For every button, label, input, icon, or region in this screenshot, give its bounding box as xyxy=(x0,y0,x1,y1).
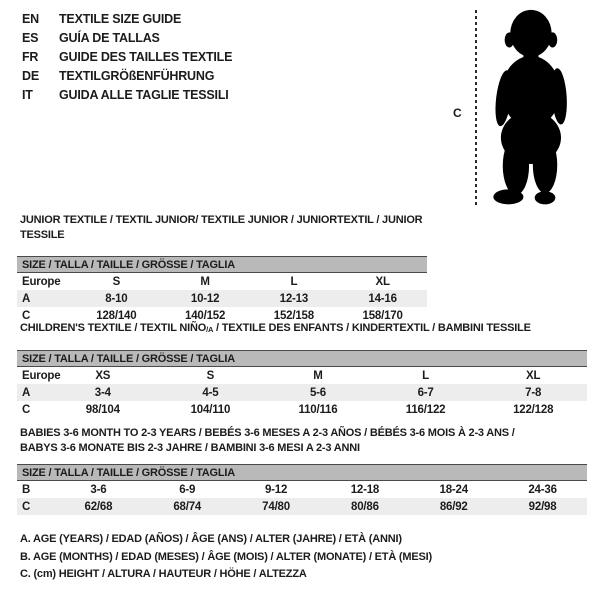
language-code: DE xyxy=(22,69,39,83)
row-label: C xyxy=(22,309,31,322)
table-row-europe xyxy=(17,273,427,291)
height-measure-dashed-line xyxy=(475,10,477,208)
cell: 6-9 xyxy=(179,483,196,496)
cell: 62/68 xyxy=(54,498,143,515)
cell: M xyxy=(200,275,210,288)
cell: 86/92 xyxy=(409,498,498,515)
language-title: GUÍA DE TALLAS xyxy=(59,31,160,45)
cell: 128/140 xyxy=(96,309,137,322)
cell: 98/104 xyxy=(85,403,120,416)
row-label: A xyxy=(17,290,72,307)
language-code: FR xyxy=(22,50,39,64)
language-title: TEXTILGRÖßENFÜHRUNG xyxy=(59,69,215,83)
legend-line-c: C. (cm) HEIGHT / ALTURA / HAUTEUR / HÖHE / ALTEZZA xyxy=(20,568,307,580)
title-text: CHILDREN'S TEXTILE / TEXTIL NIÑO xyxy=(20,322,207,334)
title-line-1: BABIES 3-6 MONTH TO 2-3 YEARS / BEBÉS 3-6 MESES A 2-3 AÑOS / BÉBÉS 3-6 MOIS À 2-3 ANS / xyxy=(20,427,515,439)
section-junior-textile xyxy=(17,213,427,324)
cell: 3-4 xyxy=(49,384,157,401)
size-header-bar: SIZE / TALLA / TAILLE / GRÖSSE / TAGLIA xyxy=(17,257,427,273)
title-line-2: BABYS 3-6 MONATE BIS 2-3 JAHRE / BAMBINI 3-6 MESI A 2-3 ANNI xyxy=(20,442,360,454)
language-row xyxy=(22,29,232,48)
cell: 3-6 xyxy=(90,483,107,496)
table-row-height xyxy=(17,498,587,515)
cell: 158/170 xyxy=(362,309,403,322)
junior-size-table xyxy=(17,256,427,324)
cell: XL xyxy=(526,369,541,382)
cell: 7-8 xyxy=(479,384,587,401)
cell: 104/110 xyxy=(190,403,231,416)
height-figure xyxy=(450,6,582,212)
cell: 18-24 xyxy=(439,483,468,496)
size-header-bar: SIZE / TALLA / TAILLE / GRÖSSE / TAGLIA xyxy=(17,351,587,367)
cell: 12-18 xyxy=(350,483,380,496)
height-measure-label: C xyxy=(453,106,462,120)
row-label: B xyxy=(22,483,31,496)
table-row-europe xyxy=(17,367,587,385)
cell: 140/152 xyxy=(185,309,226,322)
cell: 4-5 xyxy=(157,384,265,401)
cell: XS xyxy=(95,369,111,382)
row-label: Europe xyxy=(22,275,61,288)
cell: 110/116 xyxy=(298,403,338,416)
language-row xyxy=(22,48,232,67)
language-row xyxy=(22,67,232,86)
language-title: TEXTILE SIZE GUIDE xyxy=(59,12,182,26)
table-row-age xyxy=(17,384,587,401)
row-label: A xyxy=(17,384,49,401)
cell: 6-7 xyxy=(372,384,480,401)
cell: 74/80 xyxy=(232,498,321,515)
title-subscript: /A xyxy=(206,325,214,334)
cell: 92/98 xyxy=(498,498,587,515)
language-code: ES xyxy=(22,31,39,45)
babies-size-table xyxy=(17,464,587,515)
cell: 80/86 xyxy=(320,498,409,515)
language-title: GUIDE DES TAILLES TEXTILE xyxy=(59,50,233,64)
cell: S xyxy=(206,369,215,382)
row-label: C xyxy=(22,403,31,416)
cell: 116/122 xyxy=(405,403,446,416)
language-row xyxy=(22,86,232,105)
title-text: / TEXTILE DES ENFANTS / KINDERTEXTIL / BAMBINI TESSILE xyxy=(213,322,531,334)
language-code: EN xyxy=(22,12,39,26)
language-title: GUIDA ALLE TAGLIE TESSILI xyxy=(59,88,229,102)
table-row-months xyxy=(17,481,587,499)
children-size-table xyxy=(17,350,587,418)
table-row-age xyxy=(17,290,427,307)
section-title-children xyxy=(20,321,587,337)
cell: 68/74 xyxy=(143,498,232,515)
row-label: Europe xyxy=(22,369,61,382)
cell: L xyxy=(290,275,298,288)
legend-line-b: B. AGE (MONTHS) / EDAD (MESES) / ÂGE (MOIS) / ALTER (MONATE) / ETÀ (MESI) xyxy=(20,550,432,563)
cell: XL xyxy=(375,275,390,288)
size-header-bar: SIZE / TALLA / TAILLE / GRÖSSE / TAGLIA xyxy=(17,465,587,481)
cell: 14-16 xyxy=(338,290,427,307)
cell: 5-6 xyxy=(264,384,372,401)
cell: 8-10 xyxy=(72,290,161,307)
baby-silhouette-icon xyxy=(483,8,577,210)
language-row xyxy=(22,10,232,29)
cell: 12-13 xyxy=(250,290,339,307)
measure-legend xyxy=(20,531,432,584)
section-title-junior: JUNIOR TEXTILE / TEXTIL JUNIOR/ TEXTILE JUNIOR / JUNIORTEXTIL / JUNIOR TESSILE xyxy=(20,214,423,241)
cell: 9-12 xyxy=(264,483,288,496)
legend-line-a: A. AGE (YEARS) / EDAD (AÑOS) / ÂGE (ANS) / ALTER (JAHRE) / ETÀ (ANNI) xyxy=(20,533,402,545)
table-row-height xyxy=(17,401,587,418)
cell: 152/158 xyxy=(273,309,314,322)
language-title-list xyxy=(22,10,232,105)
section-children-textile xyxy=(17,321,587,418)
cell: 24-36 xyxy=(528,483,557,496)
cell: 122/128 xyxy=(513,403,554,416)
section-babies-textile xyxy=(17,426,587,515)
row-label: C xyxy=(17,498,54,515)
language-code: IT xyxy=(22,88,33,102)
cell: S xyxy=(112,275,121,288)
cell: 10-12 xyxy=(161,290,250,307)
cell: M xyxy=(313,369,323,382)
cell: L xyxy=(422,369,429,382)
section-title-babies xyxy=(20,426,587,456)
